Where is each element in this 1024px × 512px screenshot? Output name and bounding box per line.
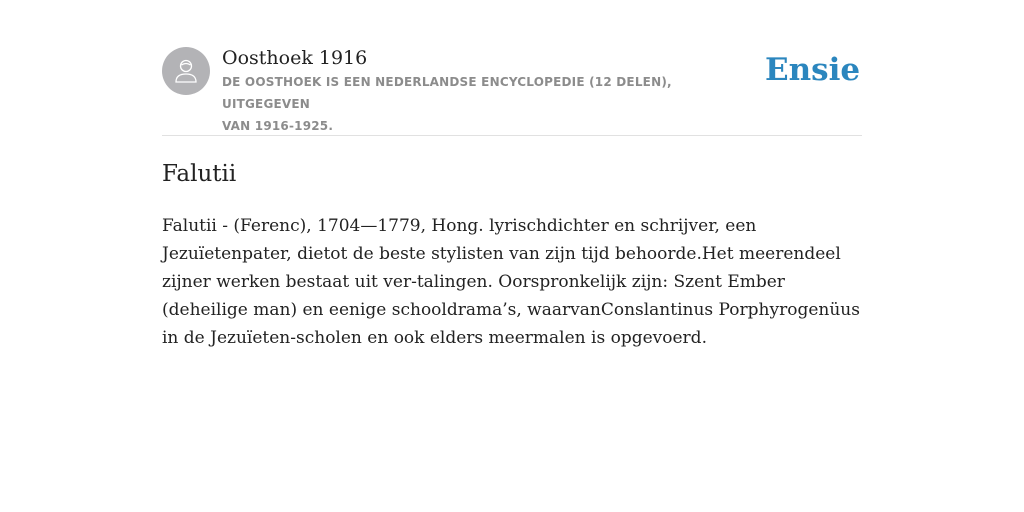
ensie-logo-link[interactable]: Ensie <box>765 52 861 88</box>
source-header <box>162 44 862 133</box>
source-description <box>222 71 762 137</box>
source-title[interactable]: Oosthoek 1916 <box>222 47 368 69</box>
entry-body-line: Falutii - (Ferenc), 1704—1779, Hong. lyrischdichter en schrijver, een <box>162 216 757 236</box>
entry-title: Falutii <box>162 161 237 187</box>
avatar[interactable] <box>162 47 210 95</box>
entry-body-line: in de Jezuïeten-scholen en ook elders meermalen is opgevoerd. <box>162 328 707 348</box>
entry-body-line: zijner werken bestaat uit ver-talingen. Oorspronkelijk zijn: Szent Ember <box>162 272 785 292</box>
source-description-line-2: VAN 1916-1925. <box>222 119 334 133</box>
entry-body <box>162 212 862 352</box>
entry-body-line: (deheilige man) en eenige schooldrama’s, waarvanConslantinus Porphyrogenüus <box>162 300 860 320</box>
source-info <box>222 44 762 137</box>
source-description-line-1: DE OOSTHOEK IS EEN NEDERLANDSE ENCYCLOPEDIE (12 DELEN), UITGEGEVEN <box>222 75 672 111</box>
header-divider <box>162 135 862 136</box>
entry-body-line: Jezuïetenpater, dietot de beste stylisten van zijn tijd behoorde.Het meerendeel <box>162 244 841 264</box>
user-icon <box>171 56 201 86</box>
